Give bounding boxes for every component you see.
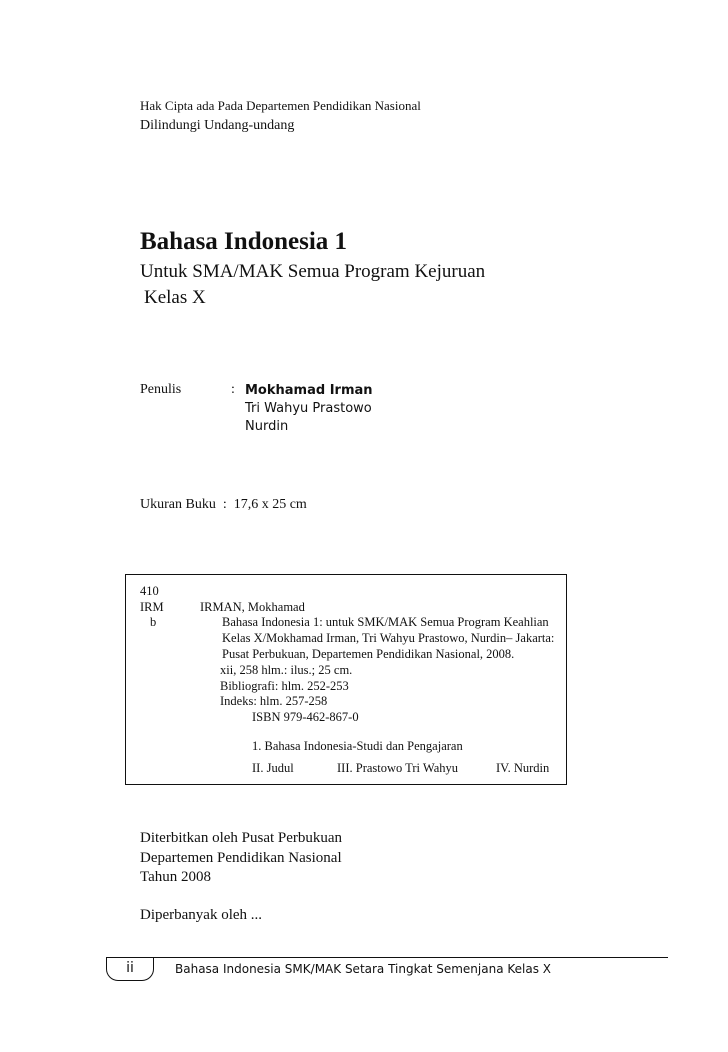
- catalog-subject: 1. Bahasa Indonesia-Studi dan Pengajaran: [252, 739, 463, 753]
- catalog-isbn: ISBN 979-462-867-0: [252, 710, 359, 724]
- catalog-entry: II. Judul: [252, 761, 294, 775]
- publication-year: Tahun 2008: [140, 869, 212, 885]
- catalog-main-entry: IRMAN, Mokhamad: [200, 600, 305, 614]
- footer-rule: [106, 957, 668, 958]
- copyright-notice: Hak Cipta ada Pada Departemen Pendidikan Nasional: [140, 98, 421, 113]
- catalog-bibliography: Bibliografi: hlm. 252-253: [220, 679, 349, 693]
- authors-colon: :: [231, 382, 235, 397]
- catalog-description-line: Bahasa Indonesia 1: untuk SMK/MAK Semua Program Keahlian: [222, 615, 549, 629]
- running-title: Bahasa Indonesia SMK/MAK Setara Tingkat Semenjana Kelas X: [175, 962, 551, 976]
- catalog-pages: xii, 258 hlm.: ilus.; 25 cm.: [220, 663, 353, 677]
- author-name: Tri Wahyu Prastowo: [245, 401, 372, 416]
- publisher-line: Diterbitkan oleh Pusat Perbukuan: [140, 830, 343, 846]
- page-number: ii: [106, 957, 154, 981]
- catalog-description-line: Pusat Perbukuan, Departemen Pendidikan Nasional, 2008.: [222, 647, 515, 661]
- authors-label: Penulis: [140, 382, 182, 397]
- book-size: Ukuran Buku : 17,6 x 25 cm: [140, 497, 307, 512]
- book-grade: Kelas X: [144, 287, 206, 308]
- author-name: Nurdin: [245, 419, 289, 434]
- catalog-title-code: b: [150, 615, 157, 629]
- book-title: Bahasa Indonesia 1: [140, 228, 348, 255]
- catalog-author-code: IRM: [140, 600, 164, 614]
- catalog-entry: IV. Nurdin: [496, 761, 550, 775]
- catalog-index: Indeks: hlm. 257-258: [220, 694, 328, 708]
- publisher-line: Departemen Pendidikan Nasional: [140, 850, 342, 866]
- protection-notice: Dilindungi Undang-undang: [140, 118, 295, 133]
- catalog-class-number: 410: [140, 584, 159, 598]
- catalog-entry: III. Prastowo Tri Wahyu: [337, 761, 458, 775]
- book-subtitle: Untuk SMA/MAK Semua Program Kejuruan: [140, 261, 486, 282]
- author-name: Mokhamad Irman: [245, 383, 373, 398]
- reproduced-by: Diperbanyak oleh ...: [140, 907, 263, 923]
- catalog-description-line: Kelas X/Mokhamad Irman, Tri Wahyu Prastowo, Nurdin– Jakarta:: [222, 631, 555, 645]
